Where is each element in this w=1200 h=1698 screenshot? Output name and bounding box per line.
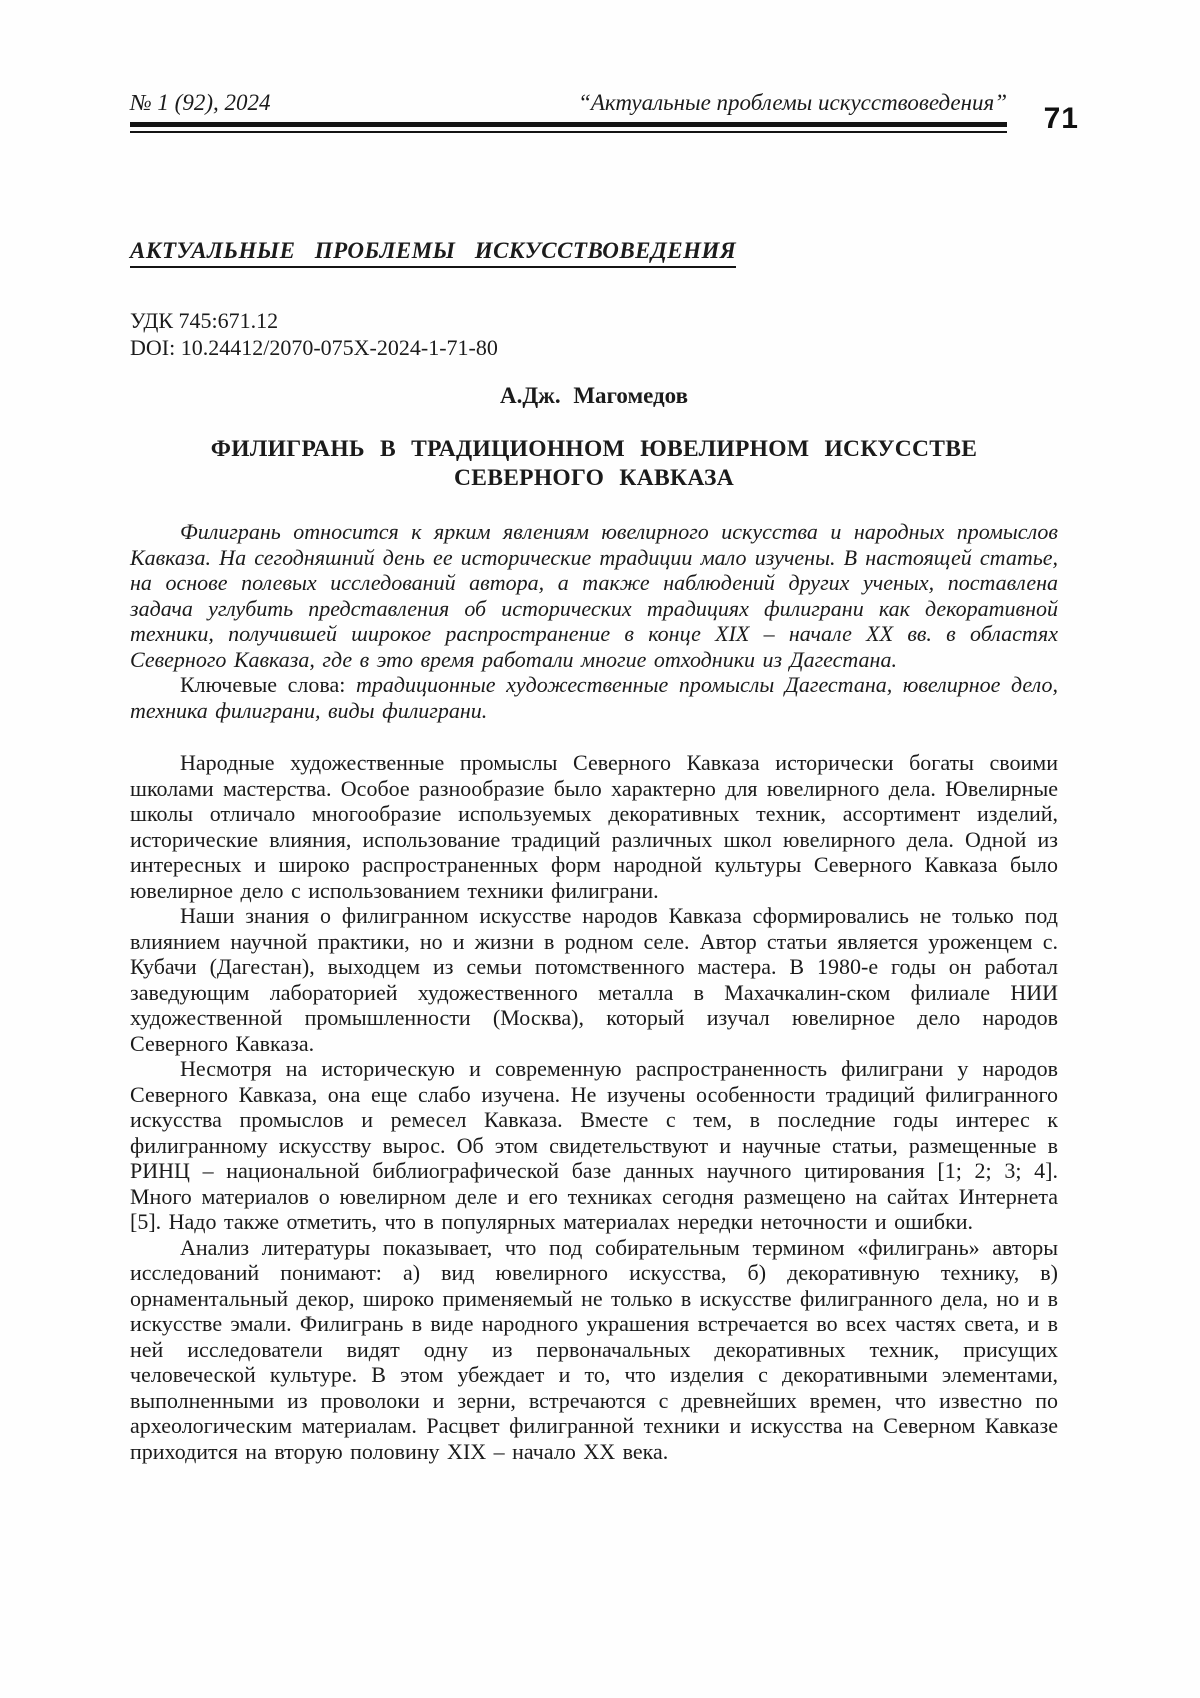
author-name: А.Дж. Магомедов xyxy=(499,382,689,408)
section-heading xyxy=(130,238,1058,264)
page-header xyxy=(130,90,1079,135)
issue-number: № 1 (92), 2024 xyxy=(130,90,271,115)
udc-line: УДК 745:671.12 xyxy=(130,307,279,333)
body-paragraph: Народные художественные промыслы Северного Кавказа исторически богаты своими школами мастерства. Особое разнообразие было характерно для ювелирного дела. Ювелирные школы отличало многообразие используемых декоративных техник, ассортимент изделий, исторические влияния, использование традиций различных школ ювелирного дела. Одной из интересных и широко распространенных форм народной культуры Северного Кавказа было ювелирное дело с использованием техники филиграни. xyxy=(130,750,1058,903)
abstract-text: Филигрань относится к ярким явлениям ювелирного искусства и народных промыслов Кавказа. На сегодняшний день ее исторические традиции мало изучены. В настоящей статье, на основе полевых исследований автора, а также наблюдений других ученых, поставлена задача углубить представления об исторических традициях филиграни как декоративной техники, получившей широкое распространение в конце XIX – начале XX вв. в областях Северного Кавказа, где в это время работали многие отходники из Дагестана. xyxy=(130,519,1058,672)
header-rule xyxy=(130,122,1007,133)
body-paragraph: Анализ литературы показывает, что под собирательным термином «филигрань» авторы исследований понимают: а) вид ювелирного искусства, б) декоративную технику, в) орнаментальный декор, широко применяемый не только в искусстве филигранного дела, но и в искусстве эмали. Филигрань в виде народного украшения встречается во всех частях света, и в ней исследователи видят одну из первоначальных декоративных техник, присущих человеческой культуре. В этом убеждает и то, что изделия с декоративными элементами, выполненными из проволоки и зерни, встречаются с древнейших времен, что известно по археологическим материалам. Расцвет филигранной техники и искусства на Северном Кавказе приходится на вторую половину XIX – начало XX века. xyxy=(130,1234,1058,1464)
doi-line: DOI: 10.24412/2070-075X-2024-1-71-80 xyxy=(130,335,498,360)
article-body xyxy=(130,750,1058,1464)
section-heading-text: АКТУАЛЬНЫЕ ПРОБЛЕМЫ ИСКУССТВОВЕДЕНИЯ xyxy=(130,238,736,268)
body-paragraph: Наши знания о филигранном искусстве народов Кавказа сформировались не только под влиянием научной практики, но и жизни в родном селе. Автор статьи является уроженцем с. Кубачи (Дагестан), выходцем из семьи потомственного мастера. В 1980-е годы он работал заведующим лабораторией художественного металла в Махачкалин-ском филиале НИИ художественной промышленности (Москва), который изучал ювелирное дело народов Северного Кавказа. xyxy=(130,903,1058,1056)
page-number: 71 xyxy=(1043,102,1079,135)
journal-title: “Актуальные проблемы искусствоведения” xyxy=(578,90,1007,115)
keywords-paragraph xyxy=(130,672,1058,723)
keywords-label: Ключевые слова: xyxy=(180,672,346,697)
abstract-paragraph xyxy=(130,519,1058,672)
article-content xyxy=(130,0,1058,1464)
running-head xyxy=(130,90,1007,122)
keywords-text: традиционные художественные промыслы Дагестана, ювелирное дело, техника филиграни, виды филиграни. xyxy=(130,672,1059,723)
article-title-line-1: ФИЛИГРАНЬ В ТРАДИЦИОННОМ ЮВЕЛИРНОМ ИСКУССТВЕ xyxy=(210,436,978,462)
body-paragraph: Несмотря на историческую и современную распространенность филиграни у народов Северного Кавказа, она еще слабо изучена. Не изучены особенности традиций филигранного искусства промыслов и ремесел Кавказа. Вместе с тем, в последние годы интерес к филигранному искусству вырос. Об этом свидетельствуют и научные статьи, размещенные в РИНЦ – национальной библиографической базе данных научного цитирования [1; 2; 3; 4]. Много материалов о ювелирном деле и его техниках сегодня размещено на сайтах Интернета [5]. Надо также отметить, что в популярных материалах нередки неточности и ошибки. xyxy=(130,1056,1058,1234)
article-title-line-2: СЕВЕРНОГО КАВКАЗА xyxy=(453,465,734,491)
abstract-block xyxy=(130,519,1058,723)
article-title xyxy=(130,435,1058,493)
